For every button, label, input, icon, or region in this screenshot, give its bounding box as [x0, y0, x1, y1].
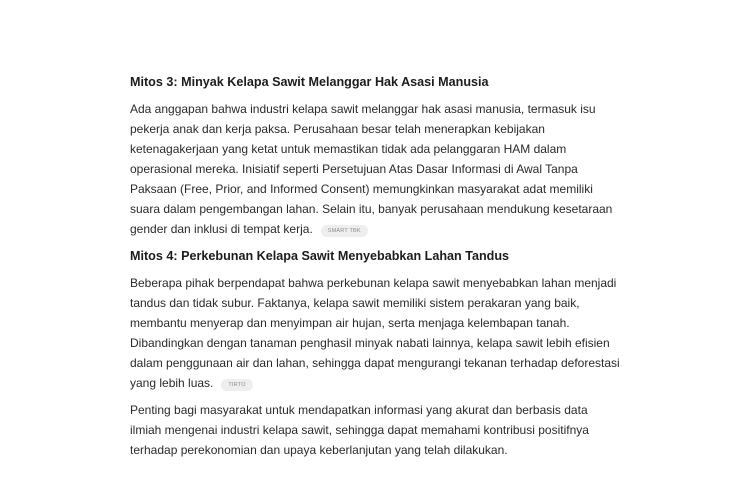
paragraph-text: Ada anggapan bahwa industri kelapa sawit melanggar hak asasi manusia, termasuk isu pekerja anak dan kerja paksa. Perusahaan besar telah menerapkan kebijakan ketenagakerjaan yang ketat untuk memastikan tidak ada pelanggaran HAM dalam operasional mereka. Inisiatif seperti Persetujuan Atas Dasar Informasi di Awal Tanpa Paksaan (Free, Prior, and Informed Consent) memungkinkan masyarakat adat memiliki suara dalam pengembangan lahan. Selain itu, banyak perusahaan mendukung kesetaraan gender dan inklusi di tempat kerja.	[130, 102, 613, 236]
closing-paragraph: Penting bagi masyarakat untuk mendapatkan informasi yang akurat dan berbasis data ilmiah mengenai industri kelapa sawit, sehingga dapat memahami kontribusi positifnya terhadap perekonomian dan upaya keberlanjutan yang telah dilakukan.	[130, 403, 589, 457]
source-badge[interactable]: SMART TBK	[321, 225, 368, 237]
section-paragraph-mitos-3	[130, 99, 622, 239]
article-body	[130, 72, 622, 467]
paragraph-text: Beberapa pihak berpendapat bahwa perkebunan kelapa sawit menyebabkan lahan menjadi tandus dan tidak subur. Faktanya, kelapa sawit memiliki sistem perakaran yang baik, membantu menyerap dan menyimpan air hujan, serta menjaga kelembapan tanah. Dibandingkan dengan tanaman penghasil minyak nabati lainnya, kelapa sawit lebih efisien dalam penggunaan air dan lahan, sehingga dapat mengurangi tekanan terhadap deforestasi yang lebih luas.	[130, 276, 620, 390]
section-heading-mitos-4: Mitos 4: Perkebunan Kelapa Sawit Menyebabkan Lahan Tandus	[130, 249, 510, 263]
section-paragraph-mitos-4	[130, 273, 622, 393]
source-badge[interactable]: TIRTO	[221, 379, 252, 391]
section-heading-mitos-3: Mitos 3: Minyak Kelapa Sawit Melanggar Hak Asasi Manusia	[130, 75, 489, 89]
